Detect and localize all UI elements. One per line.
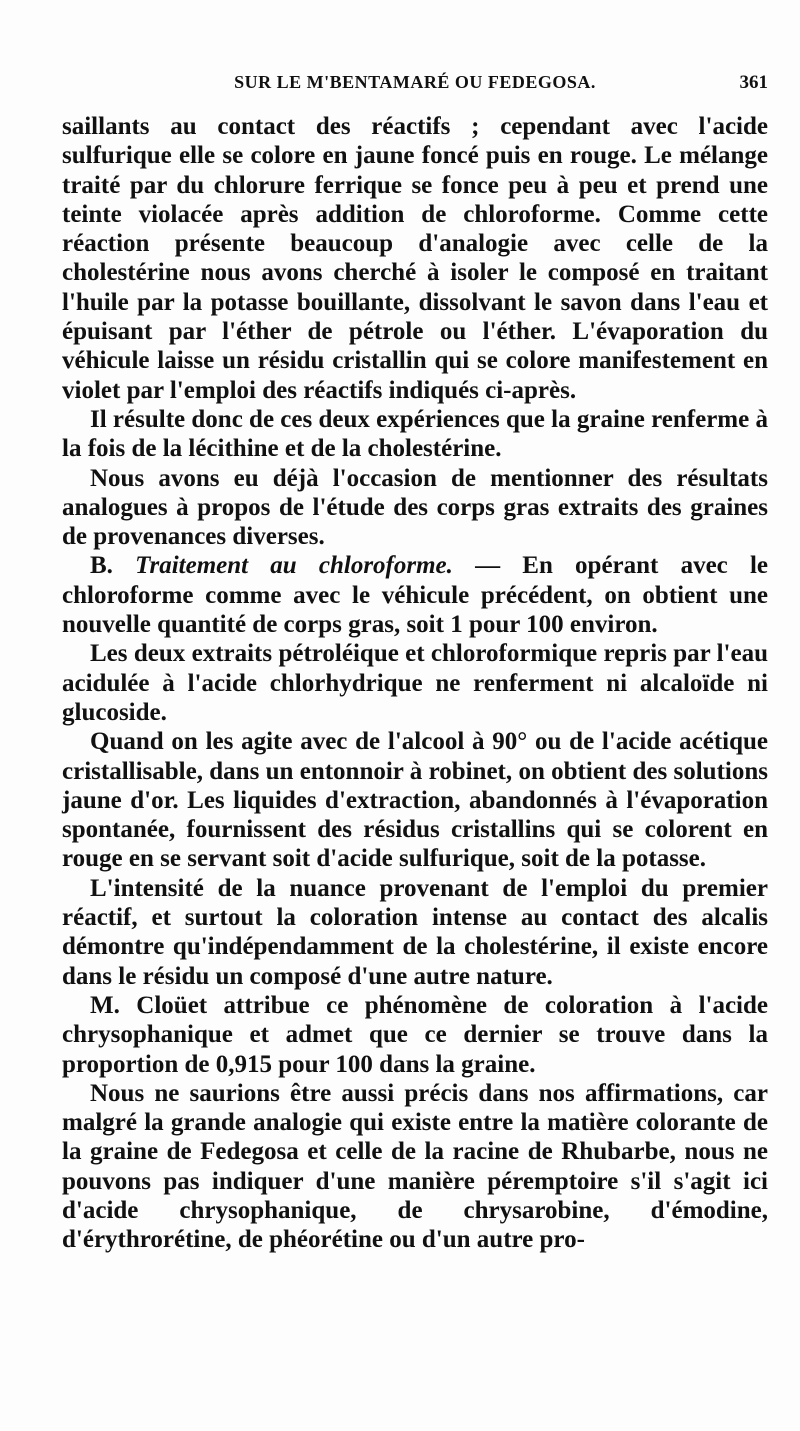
section-text: — En opérant avec le chloroforme comme avec le véhicule précédent, on obtient une nouvelle quantité de corps gras, soit 1 pour 100 environ.	[62, 552, 769, 639]
paragraph: L'intensité de la nuance provenant de l'emploi du premier réactif, et surtout la coloration intense au contact des alcalis démontre qu'indépendamment de la cholestérine, il existe encore dans le résidu un composé d'une autre nature.	[62, 874, 768, 990]
paragraph-section-b	[62, 551, 768, 639]
paragraph: Nous ne saurions être aussi précis dans nos affirmations, car malgré la grande analogie qui existe entre la matière colorante de la graine de Fedegosa et celle de la racine de Rhubarbe, nous ne pouvons pas indiquer d'une manière péremptoire s'il s'agit ici d'acide chrysophanique, de chrysarobine, d'émodine, d'érythrorétine, de phéorétine ou d'un autre pro-	[62, 1079, 768, 1254]
paragraph: saillants au contact des réactifs ; cependant avec l'acide sulfurique elle se colore en jaune foncé puis en rouge. Le mélange traité par du chlorure ferrique se fonce peu à peu et prend une teinte violacée après addition de chloroforme. Comme cette réaction présente beaucoup d'analogie avec celle de la cholestérine nous avons cherché à isoler le composé en traitant l'huile par la potasse bouillante, dissolvant le savon dans l'eau et épuisant par l'éther de pétrole ou l'éther. L'évaporation du véhicule laisse un résidu cristallin qui se colore manifestement en violet par l'emploi des réactifs indiqués ci-après.	[62, 113, 768, 404]
running-title: SUR LE M'BENTAMARÉ OU FEDEGOSA.	[234, 72, 596, 92]
section-letter: B.	[90, 552, 113, 580]
running-header	[62, 72, 768, 102]
paragraph: Il résulte donc de ces deux expériences que la graine renferme à la fois de la lécithine et de la cholestérine.	[62, 405, 768, 463]
paragraph: Nous avons eu déjà l'occasion de mentionner des résultats analogues à propos de l'étude des corps gras extraits des graines de provenances diverses.	[62, 464, 768, 551]
paragraph: Quand on les agite avec de l'alcool à 90° ou de l'acide acétique cristallisable, dans un entonnoir à robinet, on obtient des solutions jaune d'or. Les liquides d'extraction, abandonnés à l'évaporation spontanée, fournissent des résidus cristallins qui se colorent en rouge en se servant soit d'acide sulfurique, soit de la potasse.	[62, 728, 768, 873]
paragraph: M. Cloüet attribue ce phénomène de coloration à l'acide chrysophanique et admet que ce dernier se trouve dans la proportion de 0,915 pour 100 dans la graine.	[62, 991, 768, 1078]
paragraph: Les deux extraits pétroléique et chloroformique repris par l'eau acidulée à l'acide chlorhydrique ne renferment ni alcaloïde ni glucoside.	[62, 640, 768, 726]
page-number: 361	[739, 72, 768, 93]
body-text	[62, 112, 768, 1255]
section-heading: Traitement au chloroforme.	[135, 552, 453, 580]
